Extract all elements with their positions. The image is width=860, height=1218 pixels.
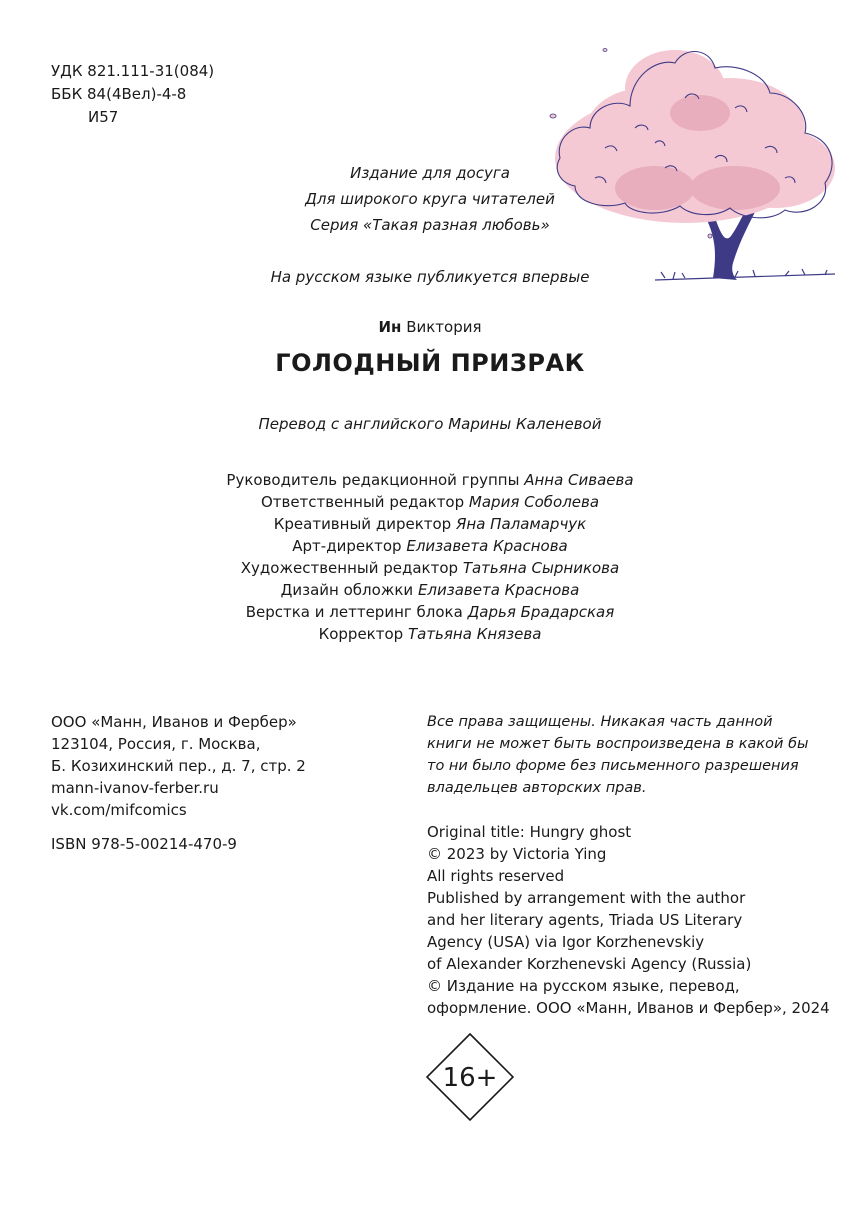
copyright-line: All rights reserved [427, 867, 565, 885]
credit-role: Руководитель редакционной группы [226, 471, 520, 489]
credit-person: Татьяна Сырникова [462, 559, 620, 577]
copyright-line: Original title: Hungry ghost [427, 823, 632, 841]
edition-first-publication: На русском языке публикуется впервые [270, 268, 590, 286]
copyright-line: оформление. ООО «Манн, Иванов и Фербер», 2024 [427, 999, 830, 1017]
edition-series: Серия «Такая разная любовь» [310, 216, 550, 234]
credit-person: Анна Сиваева [524, 471, 634, 489]
credit-role: Корректор [318, 625, 404, 643]
copyright-line: © 2023 by Victoria Ying [427, 845, 607, 863]
credit-row [0, 579, 860, 601]
credit-row [0, 623, 860, 645]
publisher-website: mann-ivanov-ferber.ru [51, 779, 219, 797]
original-copyright [427, 821, 847, 1019]
copyright-line: and her literary agents, Triada US Literary [427, 911, 743, 929]
credits-list [0, 469, 860, 645]
book-title: ГОЛОДНЫЙ ПРИЗРАК [275, 349, 585, 377]
credit-role: Верстка и леттеринг блока [245, 603, 463, 621]
copyright-line: of Alexander Korzhenevski Agency (Russia) [427, 955, 752, 973]
credit-row [0, 491, 860, 513]
credit-row [0, 557, 860, 579]
publisher-social: vk.com/mifcomics [51, 801, 187, 819]
credit-role: Ответственный редактор [260, 493, 465, 511]
age-rating-badge [426, 1033, 514, 1121]
rights-line: то ни было форме без письменного разрешения [427, 758, 799, 774]
author-surname: Ин [378, 318, 402, 336]
credit-person: Елизавета Краснова [417, 581, 580, 599]
bbk-code: ББК 84(4Вел)-4-8 [51, 85, 187, 103]
edition-leisure: Издание для досуга [350, 164, 510, 182]
copyright-line: © Издание на русском языке, перевод, [427, 977, 740, 995]
rights-notice [427, 711, 847, 799]
classification-codes [51, 60, 214, 129]
edition-audience: Для широкого круга читателей [305, 190, 555, 208]
credit-person: Дарья Брадарская [467, 603, 615, 621]
author-name: Виктория [406, 318, 482, 336]
credit-row [0, 601, 860, 623]
credit-role: Дизайн обложки [280, 581, 414, 599]
publisher-name: ООО «Манн, Иванов и Фербер» [51, 713, 297, 731]
credit-person: Яна Паламарчук [455, 515, 587, 533]
credit-role: Креативный директор [273, 515, 452, 533]
credit-person: Мария Соболева [468, 493, 600, 511]
author-line [0, 318, 860, 336]
credit-role: Арт-директор [292, 537, 402, 555]
age-rating-text: 16+ [442, 1063, 498, 1093]
author-sign-code: И57 [88, 108, 119, 126]
credit-role: Художественный редактор [240, 559, 459, 577]
edition-notes [0, 160, 860, 290]
spacer [0, 238, 860, 264]
publisher-address-line2: Б. Козихинский пер., д. 7, стр. 2 [51, 757, 306, 775]
rights-line: Все права защищены. Никакая часть данной [427, 714, 773, 730]
translator-line: Перевод с английского Марины Каленевой [258, 415, 602, 433]
rights-line: владельцев авторских прав. [427, 780, 647, 796]
credit-row [0, 513, 860, 535]
copyright-line: Published by arrangement with the author [427, 889, 746, 907]
udk-code: УДК 821.111-31(084) [51, 62, 215, 80]
publisher-info [51, 711, 306, 821]
copyright-line: Agency (USA) via Igor Korzhenevskiy [427, 933, 705, 951]
credit-person: Татьяна Князева [407, 625, 542, 643]
credit-row [0, 535, 860, 557]
credit-person: Елизавета Краснова [406, 537, 568, 555]
rights-line: книги не может быть воспроизведена в какой бы [427, 736, 809, 752]
publisher-address-line1: 123104, Россия, г. Москва, [51, 735, 261, 753]
credit-row [0, 469, 860, 491]
isbn: ISBN 978-5-00214-470-9 [51, 835, 237, 853]
